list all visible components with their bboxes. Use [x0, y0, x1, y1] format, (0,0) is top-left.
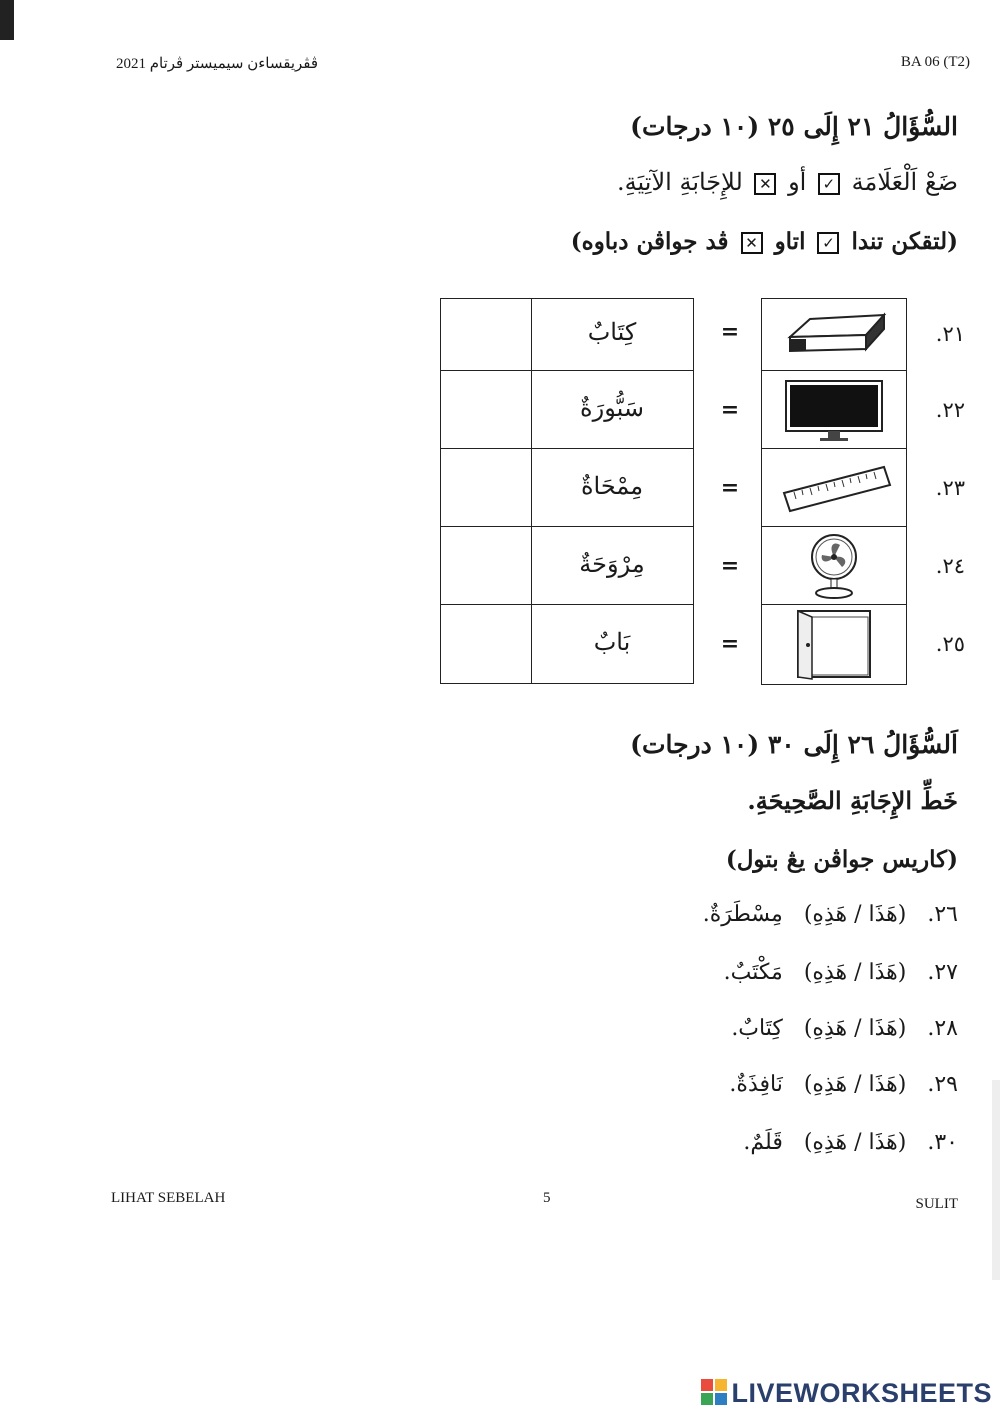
- question-29: [715, 1072, 958, 1097]
- arabic-word: مِرْوَحَةٌ: [579, 550, 645, 578]
- row-number: ٢٤.: [935, 554, 965, 578]
- arabic-word: كِتَابٌ: [587, 318, 637, 346]
- section1-instruction-arabic: [617, 168, 958, 196]
- page-number: 5: [543, 1190, 551, 1206]
- instruction-text: للإِجَابَةِ الآتِيَةِ.: [617, 168, 743, 196]
- cross-box-icon: ✕: [741, 232, 763, 254]
- arabic-word: سَبُّورَةٌ: [580, 394, 644, 422]
- section1-instruction-jawi: [571, 228, 958, 255]
- scan-edge-right: [992, 1080, 1000, 1280]
- eraser-icon: [762, 299, 905, 369]
- question-number: ٢٧.: [927, 960, 958, 985]
- choice-options[interactable]: (هَذَا / هَذِهِ): [803, 1016, 907, 1041]
- answer-box-23[interactable]: [442, 449, 528, 525]
- header-code: BA 06 (T2): [900, 54, 970, 70]
- question-27: [710, 960, 958, 985]
- cross-box-icon: ✕: [754, 173, 776, 195]
- choice-options[interactable]: (هَذَا / هَذِهِ): [803, 902, 907, 927]
- liveworksheets-logo[interactable]: [701, 1378, 992, 1409]
- question-number: ٢٨.: [927, 1016, 958, 1041]
- question-number: ٢٦.: [927, 902, 958, 927]
- answer-box-24[interactable]: [442, 527, 528, 603]
- answer-box-21[interactable]: [442, 300, 528, 369]
- answer-box-25[interactable]: [442, 605, 528, 681]
- question-word: كِتَابٌ.: [731, 1016, 783, 1041]
- liveworksheets-icon: [701, 1379, 727, 1405]
- row-number: ٢٥.: [935, 632, 965, 656]
- choice-options[interactable]: (هَذَا / هَذِهِ): [803, 1072, 907, 1097]
- row-number: ٢٣.: [935, 476, 965, 500]
- instruction-or: اتاو: [774, 228, 806, 255]
- question-number: ٢٩.: [927, 1072, 958, 1097]
- question-word: مِسْطَرَةٌ.: [702, 902, 783, 927]
- brand-text: LIVEWORKSHEETS: [731, 1378, 992, 1408]
- question-30: [729, 1130, 958, 1155]
- instruction-text: ڤد جواڤن دباوه): [570, 228, 729, 255]
- arabic-word: مِمْحَاةٌ: [580, 472, 644, 500]
- monitor-icon: [762, 371, 905, 447]
- equals-sign: =: [720, 319, 740, 345]
- picture-cell: [761, 370, 907, 449]
- question-word: قَلَمٌ.: [743, 1130, 783, 1155]
- picture-cell: [761, 526, 907, 605]
- question-number: ٣٠.: [927, 1130, 958, 1155]
- picture-cell: [761, 448, 907, 527]
- section2-instruction-arabic: خَطِّ الإِجَابَةِ الصَّحِيحَةِ.: [747, 786, 958, 815]
- choice-options[interactable]: (هَذَا / هَذِهِ): [803, 1130, 907, 1155]
- answer-box-22[interactable]: [442, 371, 528, 447]
- question-word: مَكْتَبٌ.: [723, 960, 783, 985]
- check-box-icon: ✓: [818, 173, 840, 195]
- fan-icon: [762, 527, 905, 603]
- section1-title: السُّؤَالُ ٢١ إِلَى ٢٥ (١٠ درجات): [630, 112, 958, 141]
- instruction-text: (لتقكن تندا: [851, 228, 958, 255]
- section2-title: اَلسُّؤَالُ ٢٦ إِلَى ٣٠ (١٠ درجات): [630, 730, 958, 759]
- footer-left: LIHAT SEBELAH: [111, 1190, 226, 1206]
- picture-cell: [761, 604, 907, 685]
- ruler-icon: [762, 449, 905, 525]
- section2-instruction-jawi: (كاريس جواڤن يڠ بتول): [725, 846, 958, 873]
- check-box-icon: ✓: [817, 232, 839, 254]
- equals-sign: =: [720, 475, 740, 501]
- row-number: ٢١.: [935, 322, 965, 346]
- equals-sign: =: [720, 631, 740, 657]
- question-word: نَافِذَةٌ.: [729, 1072, 783, 1097]
- instruction-text: ضَعْ اَلْعَلَامَة: [851, 168, 958, 196]
- equals-sign: =: [720, 553, 740, 579]
- row-number: ٢٢.: [935, 398, 965, 422]
- choice-options[interactable]: (هَذَا / هَذِهِ): [803, 960, 907, 985]
- instruction-or: أو: [788, 168, 807, 196]
- equals-sign: =: [720, 397, 740, 423]
- picture-cell: [761, 298, 907, 371]
- arabic-word: بَابٌ: [593, 628, 631, 656]
- door-icon: [762, 605, 905, 683]
- header-exam-name: ڤڤريقساءن سيميستر ڤرتام 2021: [116, 56, 319, 72]
- scan-edge: [0, 0, 14, 40]
- question-28: [717, 1016, 958, 1041]
- question-26: [689, 902, 958, 927]
- footer-right: SULIT: [915, 1196, 958, 1212]
